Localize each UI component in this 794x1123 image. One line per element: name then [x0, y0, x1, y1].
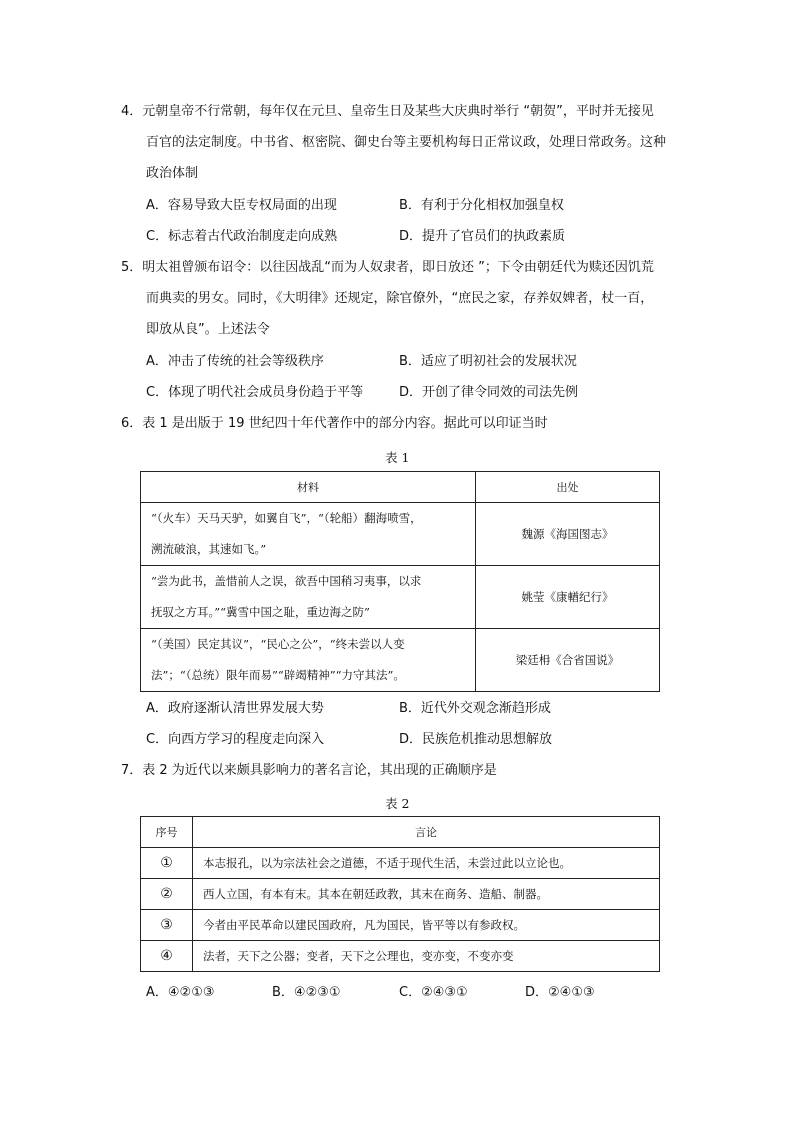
table-2-header-speech: 言论 — [193, 817, 660, 848]
q5-option-c[interactable]: C．体现了明代社会成员身份趋于平等 — [146, 385, 364, 400]
material-line: “（美国）民定其议”，“民心之公”，“终未尝以人变 — [151, 637, 405, 651]
q5-stem-line-1: 5．明太祖曾颁布诏令：以往因战乱“而为人奴隶者，即日放还 ”；下令由朝廷代为赎还因饥荒 — [121, 260, 654, 275]
q5-option-b[interactable]: B．适应了明初社会的发展状况 — [399, 354, 577, 369]
q6-option-d[interactable]: D．民族危机推动思想解放 — [399, 732, 553, 747]
material-line: “（火车）天马天驴，如翼自飞”，“（轮船）翻海喷雪， — [151, 511, 422, 525]
material-line: “尝为此书，盖惜前人之误，欲吾中国稍习夷事，以求 — [151, 574, 422, 588]
table-2-speech-cell: 法者，天下之公器；变者，天下之公理也，变亦变，不变亦变 — [193, 941, 660, 972]
q7-option-d[interactable]: D．②④①③ — [525, 985, 595, 1000]
q5-stem-line-3: 即放从良”。上述法令 — [146, 322, 270, 337]
table-row — [141, 629, 660, 692]
q4-option-c[interactable]: C．标志着古代政治制度走向成熟 — [146, 229, 338, 244]
q7-stem: 7．表 2 为近代以来颇具影响力的著名言论，其出现的正确顺序是 — [121, 763, 497, 778]
table-row — [141, 566, 660, 629]
table-1-source-cell: 梁廷枏《合省国说》 — [476, 629, 660, 692]
q5-option-d[interactable]: D．开创了律令同效的司法先例 — [399, 385, 579, 400]
material-line: 溯流破浪，其速如飞。” — [151, 542, 267, 556]
q4-option-a[interactable]: A．容易导致大臣专权局面的出现 — [146, 198, 337, 213]
q7-option-c[interactable]: C．②④③① — [399, 985, 468, 1000]
table-2-no-cell: ① — [141, 848, 193, 879]
q5-stem-line-2: 而典卖的男女。同时，《大明律》还规定，除官僚外，“庶民之家，存养奴婢者，杖一百， — [146, 291, 654, 306]
table-2 — [140, 816, 660, 972]
table-2-speech-cell: 今者由平民革命以建民国政府，凡为国民，皆平等以有参政权。 — [193, 910, 660, 941]
table-2-speech-cell: 本志报孔，以为宗法社会之道德，不适于现代生活，未尝过此以立论也。 — [193, 848, 660, 879]
table-row — [141, 503, 660, 566]
q4-option-d[interactable]: D．提升了官员们的执政素质 — [399, 229, 566, 244]
material-line: 抚驭之方耳。”“冀雪中国之耻，重边海之防” — [151, 605, 370, 619]
table-row — [141, 941, 660, 972]
table-row — [141, 848, 660, 879]
q6-option-b[interactable]: B．近代外交观念渐趋形成 — [399, 701, 551, 716]
table-1-material-cell — [141, 566, 476, 629]
q4-stem-line-3: 政治体制 — [146, 166, 199, 181]
table-row — [141, 879, 660, 910]
table-1-material-cell — [141, 503, 476, 566]
table-2-no-cell: ② — [141, 879, 193, 910]
table-1-source-cell: 姚莹《康輶纪行》 — [476, 566, 660, 629]
table-1-source-cell: 魏源《海国图志》 — [476, 503, 660, 566]
table-2-speech-cell: 西人立国，有本有末。其本在朝廷政教，其末在商务、造船、制器。 — [193, 879, 660, 910]
table-2-no-cell: ③ — [141, 910, 193, 941]
q4-stem-line-2: 百官的法定制度。中书省、枢密院、御史台等主要机构每日正常议政，处理日常政务。这种 — [146, 135, 667, 150]
table-1-header-source: 出处 — [476, 472, 660, 503]
q7-option-a[interactable]: A．④②①③ — [146, 985, 215, 1000]
table-2-header-no: 序号 — [141, 817, 193, 848]
q4-stem-line-1: 4．元朝皇帝不行常朝，每年仅在元旦、皇帝生日及某些大庆典时举行 “朝贺”，平时并无接见 — [121, 104, 654, 119]
table-2-no-cell: ④ — [141, 941, 193, 972]
q6-option-c[interactable]: C．向西方学习的程度走向深入 — [146, 732, 325, 747]
table-1-caption: 表 1 — [385, 450, 410, 465]
q5-option-a[interactable]: A．冲击了传统的社会等级秩序 — [146, 354, 324, 369]
q6-option-a[interactable]: A．政府逐渐认清世界发展大势 — [146, 701, 324, 716]
q4-option-b[interactable]: B．有利于分化相权加强皇权 — [399, 198, 564, 213]
table-row — [141, 910, 660, 941]
material-line: 法”；“（总统）限年而易”“辟竭精神”“力守其法”。 — [151, 668, 405, 682]
table-1-material-cell — [141, 629, 476, 692]
q6-stem: 6．表 1 是出版于 19 世纪四十年代著作中的部分内容。据此可以印证当时 — [121, 416, 548, 431]
table-1-header-material: 材料 — [141, 472, 476, 503]
table-1 — [140, 471, 660, 692]
table-2-caption: 表 2 — [385, 796, 410, 811]
q7-option-b[interactable]: B．④②③① — [272, 985, 341, 1000]
